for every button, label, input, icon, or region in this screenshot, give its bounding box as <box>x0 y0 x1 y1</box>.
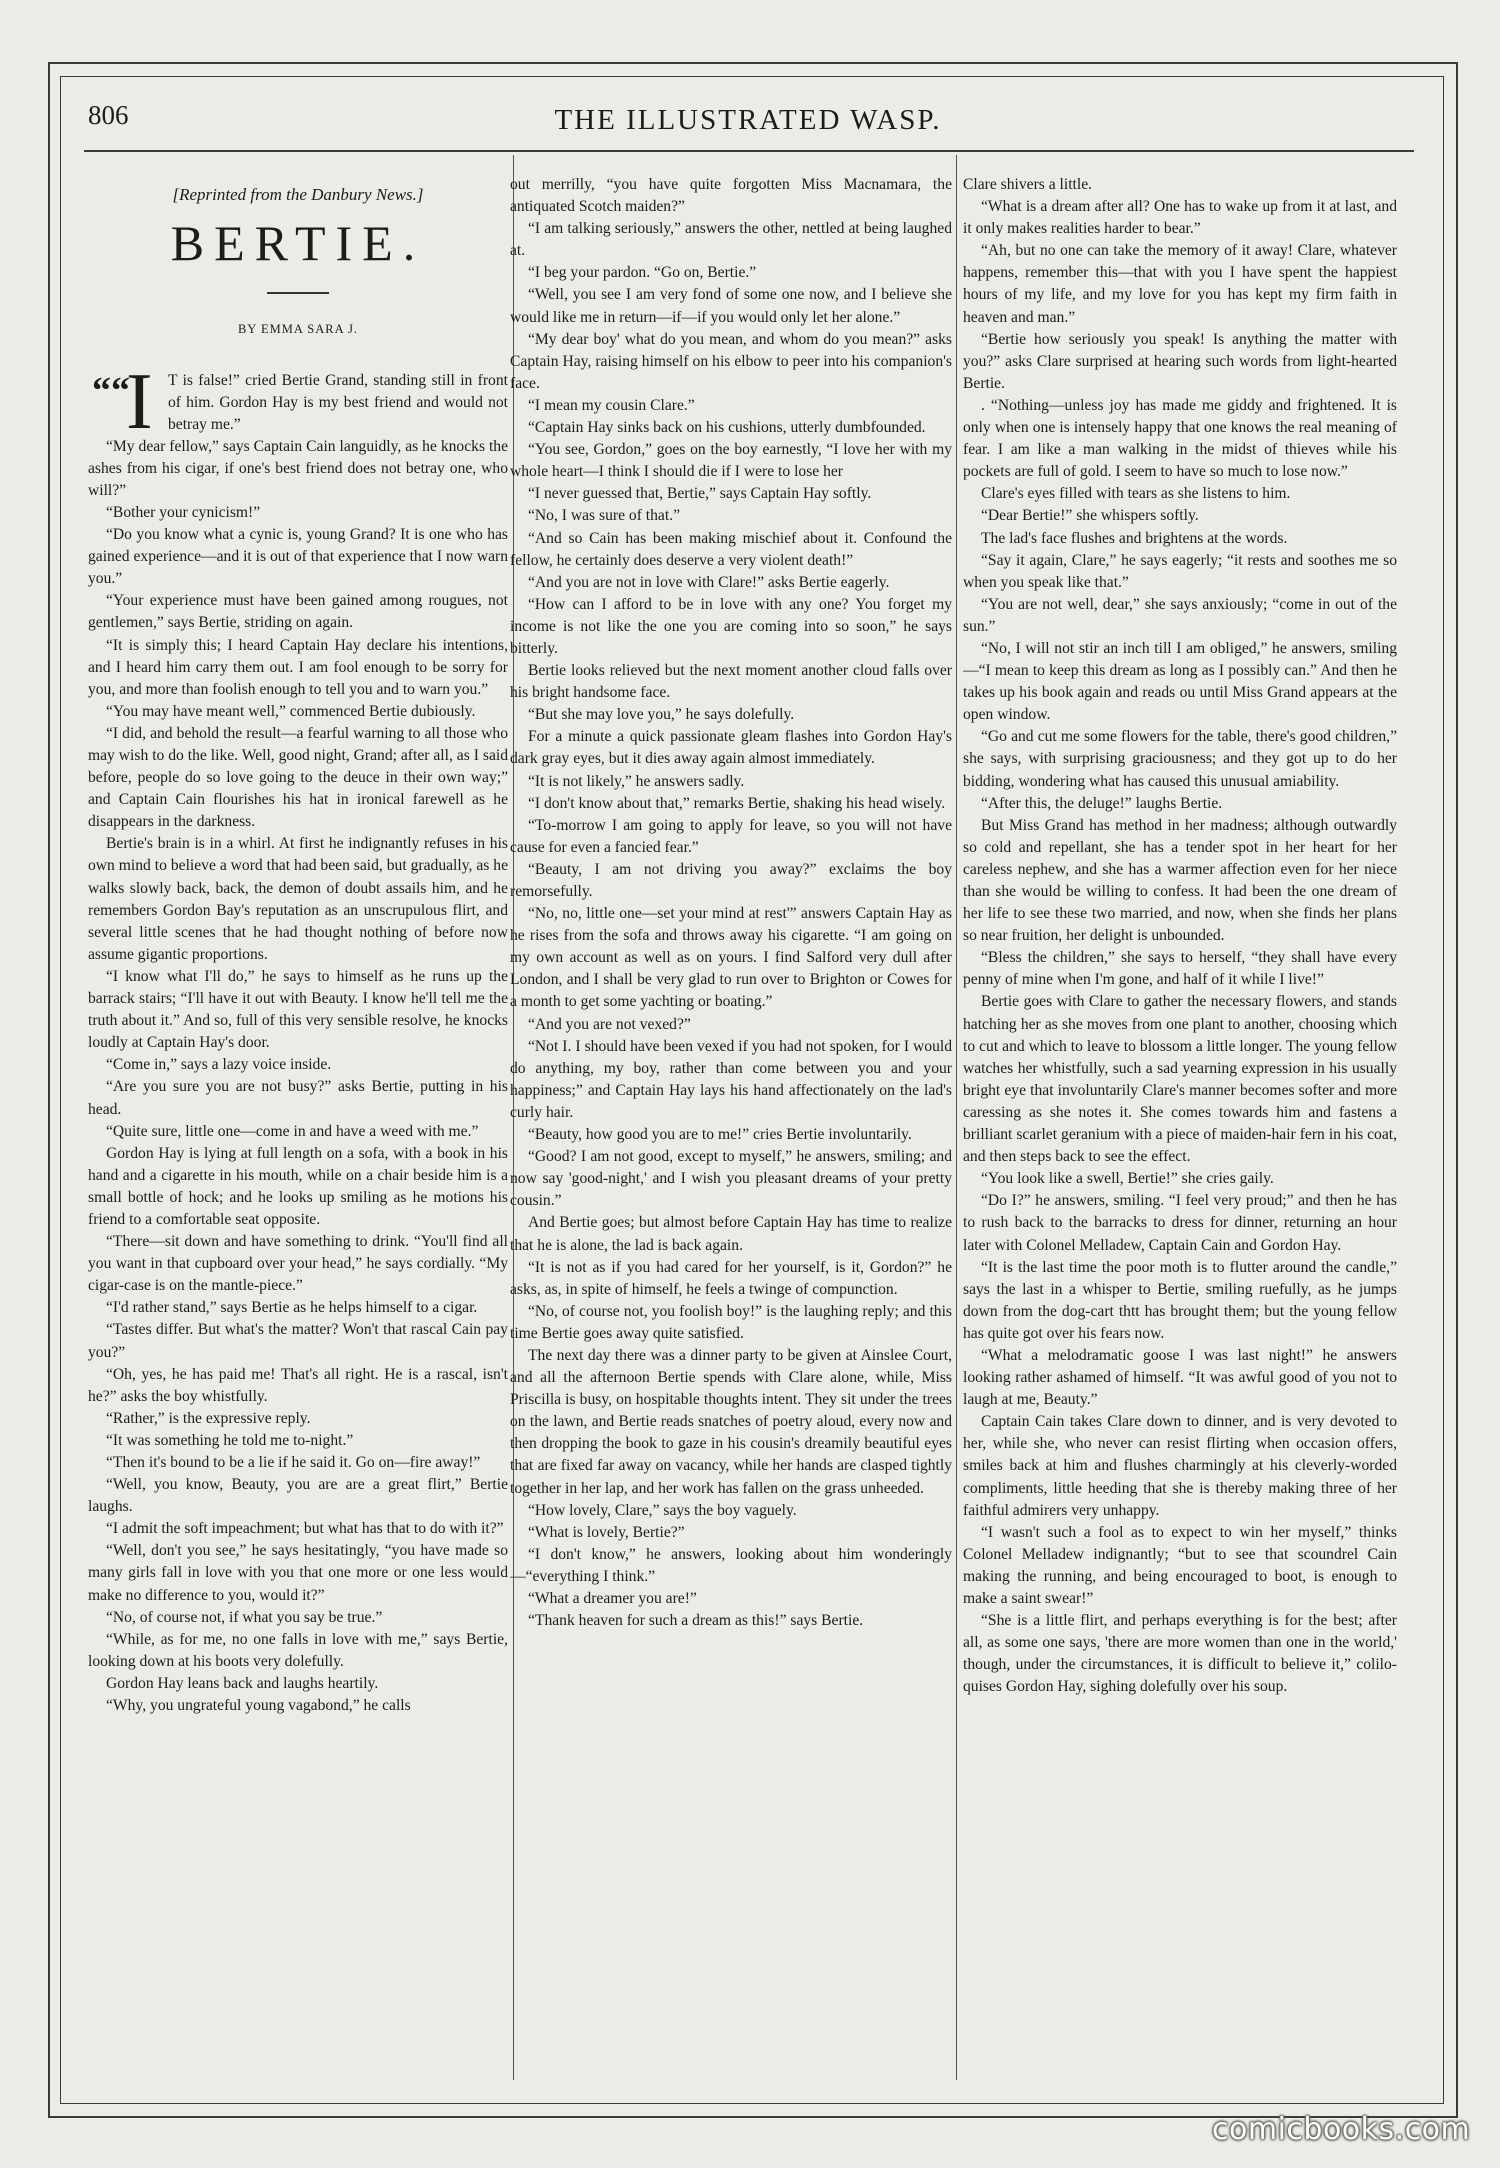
paragraph: “What is lovely, Bertie?” <box>528 1523 685 1541</box>
page-header <box>88 96 1408 148</box>
paragraph: Gordon Hay is lying at full length on a sofa, with a book in his hand and a cigarette in his mouth, while on a chair beside him is a small bottle of hock; and he looks up smiling as he motions his friend to a comfortable seat opposite. <box>88 1144 508 1228</box>
paragraph: “Thank heaven for such a dream as this!” says Bertie. <box>528 1612 864 1630</box>
paragraph: “You see, Gordon,” goes on the boy earnestly, “I love her with my whole heart—I think I should die if I were to lose her <box>510 441 952 481</box>
paragraph: “Tastes differ. But what's the matter? Won't that rascal Cain pay you?” <box>88 1321 508 1361</box>
paragraph: “What a dreamer you are!” <box>528 1590 697 1607</box>
paragraph: “Bless the children,” she says to herself, “they shall have every penny of mine when I'm gone, and half of it while I live!” <box>963 949 1397 989</box>
paragraph: “My dear fellow,” says Captain Cain languidly, as he knocks the ashes from his cigar, if one's best friend does not betray one, who will?” <box>88 437 508 499</box>
paragraph: . “Nothing—unless joy has made me giddy and frightened. It is only when one is intensely happy that one knows the real meaning of fear. I am like a man walking in the midst of thieves while his pockets are full of gold. I seem to have so much to lose now.” <box>963 396 1397 481</box>
paragraph: out merrilly, “you have quite forgotten Miss Macnamara, the antiquated Scotch maiden?” <box>510 176 952 216</box>
story-title: BERTIE. <box>170 215 426 272</box>
paragraph: “And you are not in love with Clare!” asks Bertie eagerly. <box>528 573 890 591</box>
paragraph: “She is a little flirt, and perhaps everything is for the best; after all, as some one says, 'there are more women than one in the world,' though, under the circumstances, it is difficult to believe it,” colilo-quises Gordon Hay, sighing dolefully over his soup. <box>963 1612 1397 1696</box>
paragraph: “Rather,” is the expressive reply. <box>106 1409 311 1427</box>
paragraph: “I did, and behold the result—a fearful warning to all those who may wish to do the like. Well, good night, Grand; after all, as I said before, people do so love going to the deuce in their own way;” and Captain Cain flourishes his hat in ironical farewell as he disappears in the darkness. <box>88 724 508 831</box>
paragraph: “It is not as if you had cared for her yourself, is it, Gordon?” he asks, as, in spite of himself, he feels a twinge of compunction. <box>510 1258 952 1298</box>
paragraph: “Bother your cynicism!” <box>106 503 261 521</box>
paragraph: “What is a dream after all? One has to wake up from it at last, and it only makes realities harder to bear.” <box>963 198 1397 238</box>
paragraph: Gordon Hay leans back and laughs heartily. <box>106 1674 379 1692</box>
paragraph: “Good? I am not good, except to myself,” he answers, smiling; and now say 'good-night,' and I wish you pleasant dreams of your pretty cousin.” <box>510 1148 952 1210</box>
paragraph: “Come in,” says a lazy voice inside. <box>106 1056 332 1074</box>
paragraph: “Ah, but no one can take the memory of it away! Clare, whatever happens, remember this—that with you I have spent the happiest hours of my life, and my love for you has kept my firm faith in heaven and man.” <box>963 242 1397 326</box>
paragraph: But Miss Grand has method in her madness; although outwardly so cold and repellant, she has a tender spot in her heart for her careless nephew, and she has a warmer affection even for her niece than she would be willing to confess. It had been the one dream of her life to see these two married, and now, when she finds her plans so near fruition, her delight is unbounded. <box>963 816 1397 945</box>
paragraph: “It was something he told me to-night.” <box>106 1431 354 1449</box>
paragraph: “Beauty, how good you are to me!” cries Bertie involuntarily. <box>528 1126 912 1144</box>
paragraph: “And you are not vexed?” <box>528 1015 691 1033</box>
paragraph: “I wasn't such a fool as to expect to win her myself,” thinks Colonel Melladew indignantly; “but to see that scoundrel Cain making the running, and being encouraged to boot, is enough to make a saint swear!” <box>963 1523 1397 1607</box>
paragraph: “Say it again, Clare,” he says eagerly; “it rests and soothes me so when you speak like that.” <box>963 551 1397 591</box>
paragraph: “How can I afford to be in love with any one? You forget my income is not like the one you are coming into so soon,” he says bitterly. <box>510 595 952 657</box>
paragraph: “It is not likely,” he answers sadly. <box>528 772 745 790</box>
paragraph: “Then it's bound to be a lie if he said it. Go on—fire away!” <box>106 1454 481 1471</box>
paragraph: The lad's face flushes and brightens at the words. <box>981 529 1288 547</box>
paragraph: “Are you sure you are not busy?” asks Bertie, putting in his head. <box>88 1078 508 1118</box>
paragraph: Clare shivers a little. <box>963 176 1093 193</box>
paragraph: “But she may love you,” he says dolefully. <box>528 706 795 724</box>
paragraph: “Oh, yes, he has paid me! That's all right. He is a rascal, isn't he?” asks the boy whistfully. <box>88 1365 508 1405</box>
paragraph: “Beauty, I am not driving you away?” exclaims the boy remorsefully. <box>510 860 952 900</box>
paragraph: “While, as for me, no one falls in love with me,” says Bertie, looking down at his boots very dolefully. <box>88 1630 508 1670</box>
paragraph: Captain Cain takes Clare down to dinner, and is very devoted to her, while she, who never can resist flirting when occasion offers, smiles back at him and flushes charmingly at his cleverly-worded compliments, little heeding that she is thereby making three of her faithful admirers very unhappy. <box>963 1413 1397 1519</box>
paragraph: “How lovely, Clare,” says the boy vaguely. <box>528 1501 797 1519</box>
paragraph: “There—sit down and have something to drink. “You'll find all you want in that cupboard over your head,” he says cordially. “My cigar-case is on the mantle-piece.” <box>88 1233 508 1295</box>
paragraph: “No, of course not, if what you say be true.” <box>106 1608 383 1626</box>
paragraph: “No, I will not stir an inch till I am obliged,” he answers, smiling—“I mean to keep this dream as long as I possibly can.” And then he takes up his book again and reads ou until Miss Grand appears at the open window. <box>963 639 1397 724</box>
paragraph: “Captain Hay sinks back on his cushions, utterly dumbfounded. <box>528 419 926 437</box>
paragraph: “Bertie how seriously you speak! Is anything the matter with you?” asks Clare surprised at hearing such words from light-hearted Bertie. <box>963 330 1397 392</box>
paragraph: For a minute a quick passionate gleam flashes into Gordon Hay's dark gray eyes, but it dies away again almost immediately. <box>510 728 952 768</box>
lead-quote-mark: ““ <box>92 369 130 412</box>
paragraph: “What a melodramatic goose I was last night!” he answers looking rather ashamed of himself. “It was awful good of you not to laugh at me, Beauty.” <box>963 1346 1397 1409</box>
paragraph: “It is the last time the poor moth is to flutter around the candle,” says the last in a whisper to Bertie, smiling ruefully, as he jumps down from the dog-cart thtt has brought them; but the young fellow has quite got over his fears now. <box>963 1258 1397 1342</box>
paragraph: “Why, you ungrateful young vagabond,” he calls <box>106 1697 411 1715</box>
paragraph: “I never guessed that, Bertie,” says Captain Hay softly. <box>528 485 872 503</box>
paragraph: “I know what I'll do,” he says to himself as he runs up the barrack stairs; “I'll have it out with Beauty. I know he'll tell me the truth about it.” And so, full of this very sensible resolve, he knocks loudly at Captain Hay's door. <box>88 967 508 1052</box>
paragraph: “Go and cut me some flowers for the table, there's good children,” she says, with surprising graciousness; and they got up to do her bidding, wondering what has caused this unusual amiability. <box>963 728 1397 790</box>
paragraph: “I mean my cousin Clare.” <box>528 396 695 414</box>
paragraph: “To-morrow I am going to apply for leave, so you will not have cause for even a fancied fear.” <box>510 816 952 856</box>
lead-text: T is false!” cried Bertie Grand, standing still in front of him. Gordon Hay is my best friend and would not betray me.” <box>168 371 508 433</box>
drop-cap: I <box>126 357 153 446</box>
paragraph: “It is simply this; I heard Captain Hay declare his intentions, and I heard him carry them out. I am fool enough to be sorry for you, and more than foolish enough to tell you and to warn you.” <box>88 636 508 698</box>
paragraph: “Do I?” he answers, smiling. “I feel very proud;” and then he has to rush back to the barracks to dress for dinner, returning an hour later with Colonel Melladew, Captain Cain and Gordon Hay. <box>963 1192 1397 1254</box>
paragraph: “Not I. I should have been vexed if you had not spoken, for I would do anything, my boy, rather than come between you and your happiness;” and Captain Hay lays his hand affectionately on the lad's curly hair. <box>510 1037 952 1121</box>
byline: BY EMMA SARA J. <box>237 321 359 336</box>
text-column-1 <box>88 172 508 2092</box>
paragraph: Bertie goes with Clare to gather the necessary flowers, and stands hatching her as she moves from one plant to another, choosing which to cut and which to leave to blossom a little longer. The young fellow watches her whistfully, such a sad yearning expression in his usually bright eye that involuntarily Clare's manner becomes softer and more caressing as she notes it. She comes towards him and fastens a brilliant scarlet geranium with a piece of maiden-hair fern in his coat, and then steps back to see the effect. <box>963 993 1397 1166</box>
running-title: THE ILLUSTRATED WASP. <box>554 104 942 136</box>
paragraph: “You may have meant well,” commenced Bertie dubiously. <box>106 702 476 720</box>
paragraph: Bertie looks relieved but the next moment another cloud falls over his bright handsome face. <box>510 662 952 702</box>
paragraph: “I don't know about that,” remarks Bertie, shaking his head wisely. <box>528 794 946 812</box>
paragraph: “I admit the soft impeachment; but what has that to do with it?” <box>106 1520 504 1538</box>
paragraph: “You are not well, dear,” she says anxiously; “come in out of the sun.” <box>963 595 1397 635</box>
text-column-3 <box>963 174 1397 2094</box>
paragraph: “Well, you know, Beauty, you are are a great flirt,” Bertie laughs. <box>88 1476 508 1516</box>
paragraph: “Dear Bertie!” she whispers softly. <box>981 507 1199 525</box>
paragraph: “No, I was sure of that.” <box>528 507 680 525</box>
reprint-note: [Reprinted from the Danbury News.] <box>172 185 424 204</box>
paragraph: “You look like a swell, Bertie!” she cries gaily. <box>981 1170 1274 1188</box>
lead-paragraph <box>88 357 508 446</box>
paragraph: Clare's eyes filled with tears as she listens to him. <box>981 485 1291 503</box>
column-3-body <box>963 174 1397 1698</box>
paragraph: “Well, you see I am very fond of some one now, and I believe she would like me in return—if—if you would only let her alone.” <box>510 286 952 326</box>
site-watermark: comicbooks.com <box>1212 2112 1471 2147</box>
paragraph: “No, of course not, you foolish boy!” is the laughing reply; and this time Bertie goes away quite satisfied. <box>510 1302 952 1342</box>
column-1-body <box>88 436 508 1717</box>
paragraph: “Do you know what a cynic is, young Grand? It is one who has gained experience—and it is out of that experience that I now warn you.” <box>88 526 508 588</box>
paragraph: “I'd rather stand,” says Bertie as he helps himself to a cigar. <box>106 1299 478 1317</box>
column-divider-right <box>956 155 957 2080</box>
column-2-body <box>510 174 952 1632</box>
paragraph: “I am talking seriously,” answers the other, nettled at being laughed at. <box>510 220 952 260</box>
paragraph: “My dear boy' what do you mean, and whom do you mean?” asks Captain Hay, raising himself on his elbow to peer into his companion's face. <box>510 330 952 392</box>
header-rule <box>84 150 1414 152</box>
page-number: 806 <box>88 100 129 130</box>
paragraph: “No, no, little one—set your mind at rest'” answers Captain Hay as he rises from the sofa and throws away his cigarette. “I am going on my own account as well as on yours. I find Salford very dull after London, and I shall be very glad to run over to Brighton or Cowes for a month to get some yachting or boating.” <box>510 905 952 1011</box>
paragraph: The next day there was a dinner party to be given at Ainslee Court, and all the afternoon Bertie spends with Clare alone, while, Miss Priscilla is busy, on hospitable thoughts intent. They sit under the trees on the lawn, and Bertie reads snatches of poetry aloud, every now and then dropping the book to gaze in his cousin's dreamily beautiful eyes that are fixed far away on vacancy, while her hands are clasped tightly together in her lap, and her work has fallen on the grass unheeded. <box>510 1346 952 1497</box>
paragraph: “Well, don't you see,” he says hesitatingly, “you have made so many girls fall in love with you that one more or one less would make no difference to you, would it?” <box>88 1542 508 1604</box>
paragraph: Bertie's brain is in a whirl. At first he indignantly refuses in his own mind to believe a word that had been said, but gradually, as he walks slowly back, back, the demon of doubt assails him, and he remembers Gordon Bay's reputation as an unscrupulous flirt, and several little scenes that he had thought nothing of before now assume gigantic proportions. <box>88 835 508 963</box>
text-column-2 <box>510 174 952 2094</box>
paragraph: “Quite sure, little one—come in and have a weed with me.” <box>106 1122 479 1140</box>
paragraph: “After this, the deluge!” laughs Bertie. <box>981 794 1223 812</box>
title-rule <box>267 292 329 294</box>
paragraph: “I don't know,” he answers, looking about him wonderingly—“everything I think.” <box>510 1545 952 1585</box>
paragraph: And Bertie goes; but almost before Captain Hay has time to realize that he is alone, the lad is back again. <box>510 1214 952 1254</box>
paragraph: “And so Cain has been making mischief about it. Confound the fellow, he certainly does deserve a very violent death!” <box>510 529 952 569</box>
paragraph: “Your experience must have been gained among rougues, not gentlemen,” says Bertie, striding on again. <box>88 592 508 632</box>
paragraph: “I beg your pardon. “Go on, Bertie.” <box>528 264 757 282</box>
